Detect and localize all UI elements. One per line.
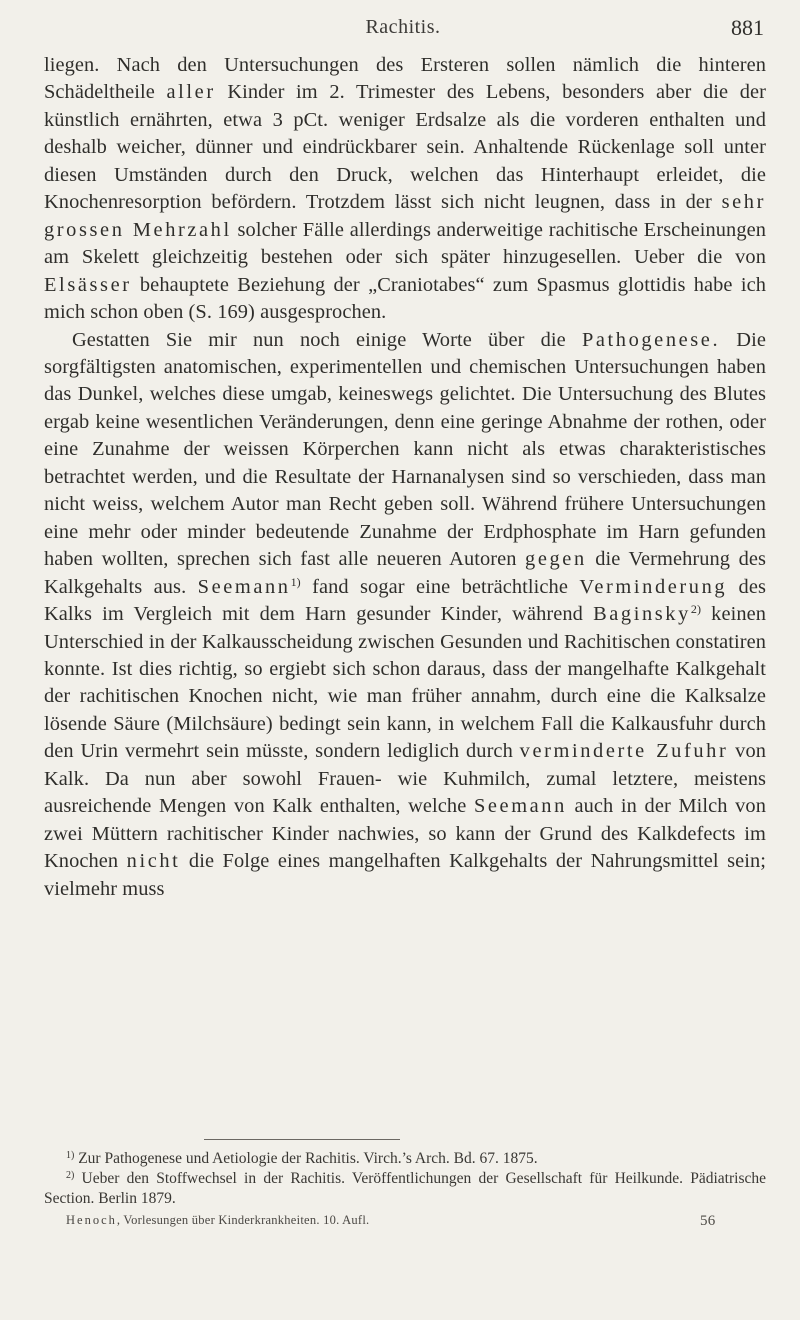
text-run: Gestatten Sie mir nun noch einige Worte über die	[72, 328, 582, 351]
paragraph-continuation	[44, 52, 766, 327]
text-run: behauptete Beziehung der „Craniotabes“ zum Spasmus glottidis habe ich mich schon oben (S. 169) ausgesprochen.	[44, 273, 766, 324]
spaced-emphasis: sehr grossen Mehrzahl	[44, 191, 766, 241]
text-run: auch in der Milch von zwei Müttern rachitischer Kinder nachwies, so kann der Grund des Kalkdefects im Knochen	[44, 795, 766, 873]
footnote-reference: 1)	[290, 574, 301, 589]
author-name: Seemann	[197, 575, 291, 598]
printer-signature-line	[66, 1213, 766, 1235]
text-run: die Folge eines mangelhaften Kalkgehalts der Nahrungsmittel sein; vielmehr muss	[44, 850, 766, 900]
spaced-emphasis: aller	[166, 81, 216, 104]
author-name: Baginsky	[593, 603, 691, 626]
text-run: solcher Fälle allerdings anderweitige rachitische Erscheinungen am Skelett gleichzeitig bestehen oder sich später hinzugesellen. Ueber die von	[44, 218, 767, 269]
paragraph-pathogenese	[44, 327, 766, 904]
footnote-divider	[204, 1139, 400, 1140]
main-text	[44, 52, 766, 903]
text-run: liegen. Nach den Untersuchungen des Ersteren sollen nämlich die hinteren Schädeltheile	[44, 54, 766, 104]
text-run: fand sogar eine beträchtliche	[300, 575, 580, 598]
spaced-emphasis: gegen	[525, 548, 587, 571]
running-title: Rachitis.	[365, 16, 441, 38]
signature-author: Henoch	[66, 1213, 117, 1227]
footnote-text: Ueber den Stoffwechsel in der Rachitis. Veröffentlichungen der Gesellschaft für Heilkunde. Pädiatrische Section. Berlin 1879.	[44, 1170, 766, 1207]
spaced-emphasis: Verminderung	[579, 575, 728, 598]
text-run: die Vermehrung des Kalkgehalts aus.	[44, 548, 766, 598]
spaced-emphasis: Pathogenese.	[581, 328, 721, 351]
book-signature	[66, 1213, 369, 1228]
footnote-marker: 2)	[66, 1170, 75, 1181]
footnote-1	[44, 1149, 766, 1169]
spaced-emphasis: nicht	[126, 850, 181, 873]
signature-title: , Vorlesungen über Kinderkrankheiten. 10. Aufl.	[116, 1213, 370, 1227]
page-number: 881	[731, 15, 764, 40]
footnote-2	[44, 1169, 766, 1209]
footnote-text: Zur Pathogenese und Aetiologie der Rachitis. Virch.’s Arch. Bd. 67. 1875.	[74, 1150, 538, 1167]
author-name: Elsässer	[44, 273, 132, 296]
text-run: Die sorgfältigsten anatomischen, experimentellen und chemischen Untersuchungen haben das Dunkel, welches diese umgab, keineswegs gelichtet. Die Untersuchung des Blutes ergab keine wesentlichen Veränderungen, denn eine geringe Abnahme der rothen, oder eine Zunahme der weissen Körperchen kann nicht als etwas charakteristisches betrachtet werden, und die Resultate der Harnanalysen sind so verschieden, dass man nicht weiss, welchem Autor man Recht geben soll. Während frühere Untersuchungen eine mehr oder minder bedeutende Zunahme der Erdphosphate im Harn gefunden haben wollten, sprechen sich fast alle neueren Autoren	[44, 328, 766, 571]
text-run: des Kalks im Vergleich mit dem Harn gesunder Kinder, während	[44, 575, 766, 626]
text-run: keinen Unterschied in der Kalkausscheidung zwischen Gesunden und Rachitischen constatiren konnte. Ist dies richtig, so ergiebt sich schon daraus, dass der mangelhafte Kalkgehalt der rachitischen Knochen nicht, wie man früher annahm, durch eine die Kalksalze lösende Säure (Milchsäure) bedingt sein kann, in welchem Fall die Kalkausfuhr durch den Urin vermehrt sein müsste, sondern lediglich durch	[44, 603, 767, 763]
running-header	[42, 16, 764, 44]
text-run: Kinder im 2. Trimester des Lebens, besonders aber die der künstlich ernährten, etwa 3 pCt. weniger Erdsalze als die vorderen enthalten und deshalb weicher, dünner und eindrückbarer sein. Anhaltende Rückenlage soll unter diesen Umständen durch den Druck, welchen das Hinterhaupt erleidet, die Knochenresorption befördern. Trotzdem lässt sich nicht leugnen, dass in der	[44, 81, 766, 214]
footnote-reference: 2)	[690, 602, 702, 617]
author-name: Seemann	[473, 795, 567, 818]
text-run: von Kalk. Da nun aber sowohl Frauen- wie Kuhmilch, zumal letztere, meistens ausreichende Mengen von Kalk enthalten, welche	[44, 740, 766, 818]
footnotes	[44, 1149, 766, 1209]
spaced-emphasis: verminderte Zufuhr	[519, 740, 729, 763]
sheet-number: 56	[700, 1213, 716, 1229]
footnote-marker: 1)	[66, 1150, 75, 1161]
